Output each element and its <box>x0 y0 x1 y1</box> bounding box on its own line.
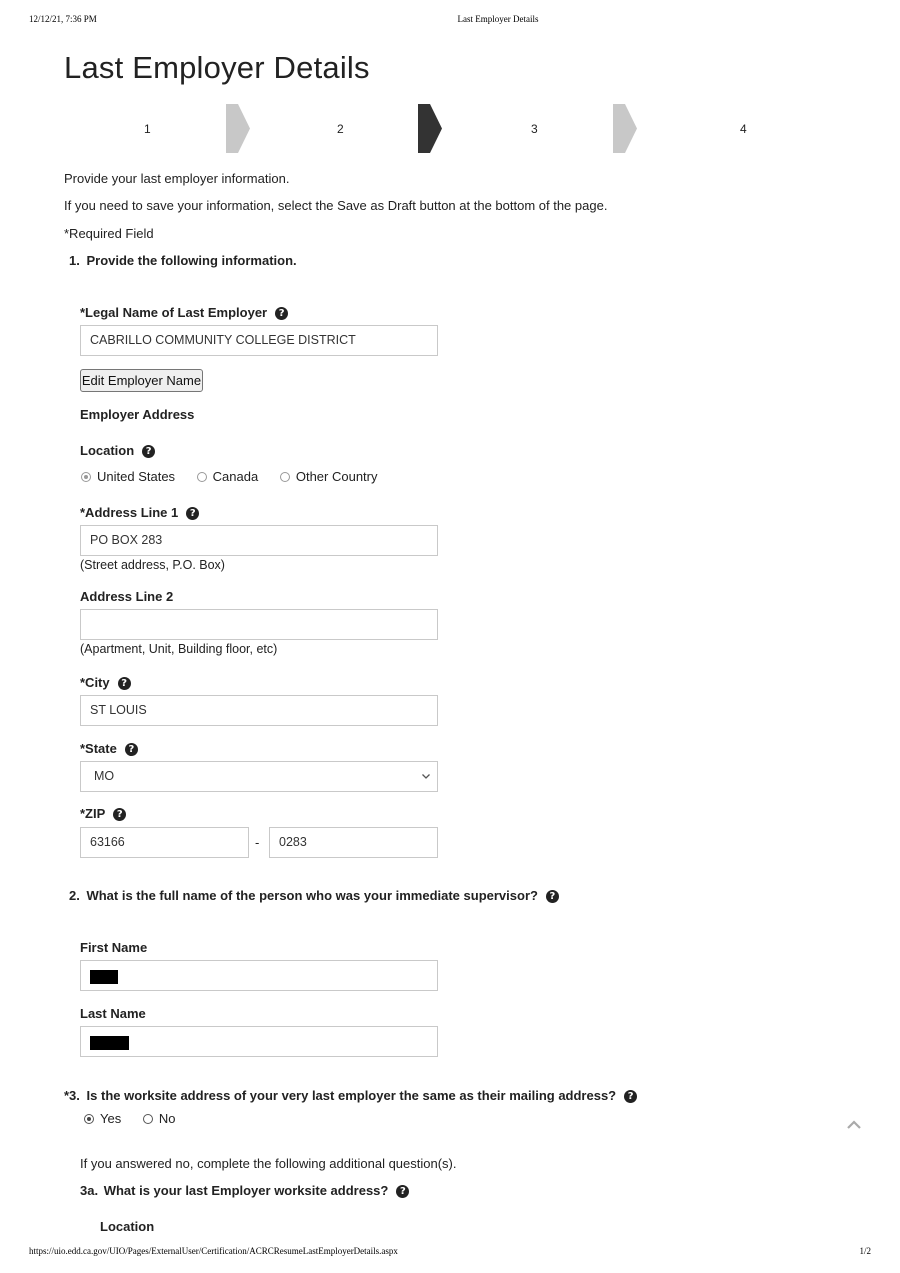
first-name-input[interactable] <box>80 960 438 991</box>
question-3a-title <box>80 1183 409 1198</box>
question-3-number: *3. <box>64 1088 80 1103</box>
print-title: Last Employer Details <box>457 14 539 24</box>
question-circle-icon[interactable]: ? <box>186 507 199 520</box>
zip-label <box>80 806 126 821</box>
question-circle-icon[interactable]: ? <box>118 677 131 690</box>
address-line-2-label: Address Line 2 <box>80 589 174 604</box>
employer-address-heading: Employer Address <box>80 407 195 422</box>
legal-name-label <box>80 305 288 320</box>
radio-option-label: No <box>158 1111 176 1126</box>
location-option-united-states[interactable] <box>81 469 175 484</box>
address-line-1-input[interactable]: PO BOX 283 <box>80 525 438 556</box>
progress-stepper <box>64 104 844 154</box>
legal-name-input[interactable]: CABRILLO COMMUNITY COLLEGE DISTRICT <box>80 325 438 356</box>
redacted-text <box>90 970 118 984</box>
worksite-same-no[interactable] <box>143 1111 176 1126</box>
intro-text: Provide your last employer information. <box>64 171 290 186</box>
address-line-2-hint: (Apartment, Unit, Building floor, etc) <box>80 642 278 656</box>
question-circle-icon[interactable]: ? <box>275 307 288 320</box>
step-chevron-1 <box>226 104 250 153</box>
zip-separator: - <box>255 835 260 850</box>
worksite-same-radio-group <box>84 1111 193 1126</box>
first-name-label: First Name <box>80 940 148 955</box>
required-field-note: *Required Field <box>64 226 154 241</box>
question-2-number: 2. <box>69 888 80 903</box>
radio-united-states[interactable] <box>81 472 91 482</box>
address-line-1-label <box>80 505 199 520</box>
question-circle-icon[interactable]: ? <box>396 1185 409 1198</box>
location-label <box>80 443 155 458</box>
print-header <box>0 14 900 28</box>
question-1-number: 1. <box>69 253 80 268</box>
address-line-2-input[interactable] <box>80 609 438 640</box>
save-draft-instructions: If you need to save your information, select the Save as Draft button at the bottom of the page. <box>64 198 608 213</box>
question-3a-text: What is your last Employer worksite address? <box>103 1183 389 1198</box>
address-line-1-hint: (Street address, P.O. Box) <box>80 558 225 572</box>
edit-employer-name-button[interactable]: Edit Employer Name <box>80 369 203 392</box>
address-line-1-label-text: *Address Line 1 <box>80 505 179 520</box>
print-page-number: 1/2 <box>859 1246 871 1256</box>
step-2: 2 <box>337 122 344 136</box>
step-3: 3 <box>531 122 538 136</box>
chevron-down-icon <box>421 771 431 781</box>
location-radio-group <box>81 469 396 484</box>
location-option-label: United States <box>97 469 176 484</box>
print-footer <box>0 1246 900 1260</box>
zip-extension-input[interactable]: 0283 <box>269 827 438 858</box>
question-circle-icon[interactable]: ? <box>142 445 155 458</box>
question-circle-icon[interactable]: ? <box>546 890 559 903</box>
zip-label-text: *ZIP <box>80 806 106 821</box>
question-circle-icon[interactable]: ? <box>624 1090 637 1103</box>
question-1-text: Provide the following information. <box>86 253 297 268</box>
state-label-text: *State <box>80 741 117 756</box>
question-2-title <box>69 888 559 903</box>
zip-input[interactable]: 63166 <box>80 827 249 858</box>
city-label <box>80 675 131 690</box>
page-title: Last Employer Details <box>64 50 370 85</box>
state-select-value: MO <box>94 769 115 783</box>
question-3-title <box>64 1088 637 1103</box>
conditional-note: If you answered no, complete the following additional question(s). <box>80 1156 457 1171</box>
step-1: 1 <box>144 122 151 136</box>
last-name-label: Last Name <box>80 1006 146 1021</box>
location-option-label: Canada <box>212 469 259 484</box>
radio-canada[interactable] <box>197 472 207 482</box>
city-label-text: *City <box>80 675 110 690</box>
step-chevron-2 <box>418 104 442 153</box>
location-label-text: Location <box>80 443 135 458</box>
state-label <box>80 741 138 756</box>
location-option-canada[interactable] <box>197 469 259 484</box>
print-datetime: 12/12/21, 7:36 PM <box>29 14 97 24</box>
radio-no[interactable] <box>143 1114 153 1124</box>
question-1-title <box>69 253 297 268</box>
question-3-text: Is the worksite address of your very last employer the same as their mailing address? <box>86 1088 617 1103</box>
worksite-same-yes[interactable] <box>84 1111 121 1126</box>
question-circle-icon[interactable]: ? <box>113 808 126 821</box>
print-url: https://uio.edd.ca.gov/UIO/Pages/ExternalUser/Certification/ACRCResumeLastEmployerDetails.aspx <box>29 1246 398 1256</box>
legal-name-label-text: *Legal Name of Last Employer <box>80 305 268 320</box>
step-4: 4 <box>740 122 747 136</box>
city-input[interactable]: ST LOUIS <box>80 695 438 726</box>
redacted-text <box>90 1036 129 1050</box>
question-2-text: What is the full name of the person who was your immediate supervisor? <box>86 888 538 903</box>
radio-other-country[interactable] <box>280 472 290 482</box>
chevron-up-icon[interactable] <box>845 1118 863 1130</box>
step-chevron-3 <box>613 104 637 153</box>
location-option-label: Other Country <box>295 469 378 484</box>
worksite-location-label: Location <box>100 1219 155 1234</box>
state-select[interactable] <box>80 761 438 792</box>
question-circle-icon[interactable]: ? <box>125 743 138 756</box>
radio-option-label: Yes <box>100 1111 122 1126</box>
last-name-input[interactable] <box>80 1026 438 1057</box>
radio-yes[interactable] <box>84 1114 94 1124</box>
question-3a-number: 3a. <box>80 1183 99 1198</box>
location-option-other-country[interactable] <box>280 469 378 484</box>
